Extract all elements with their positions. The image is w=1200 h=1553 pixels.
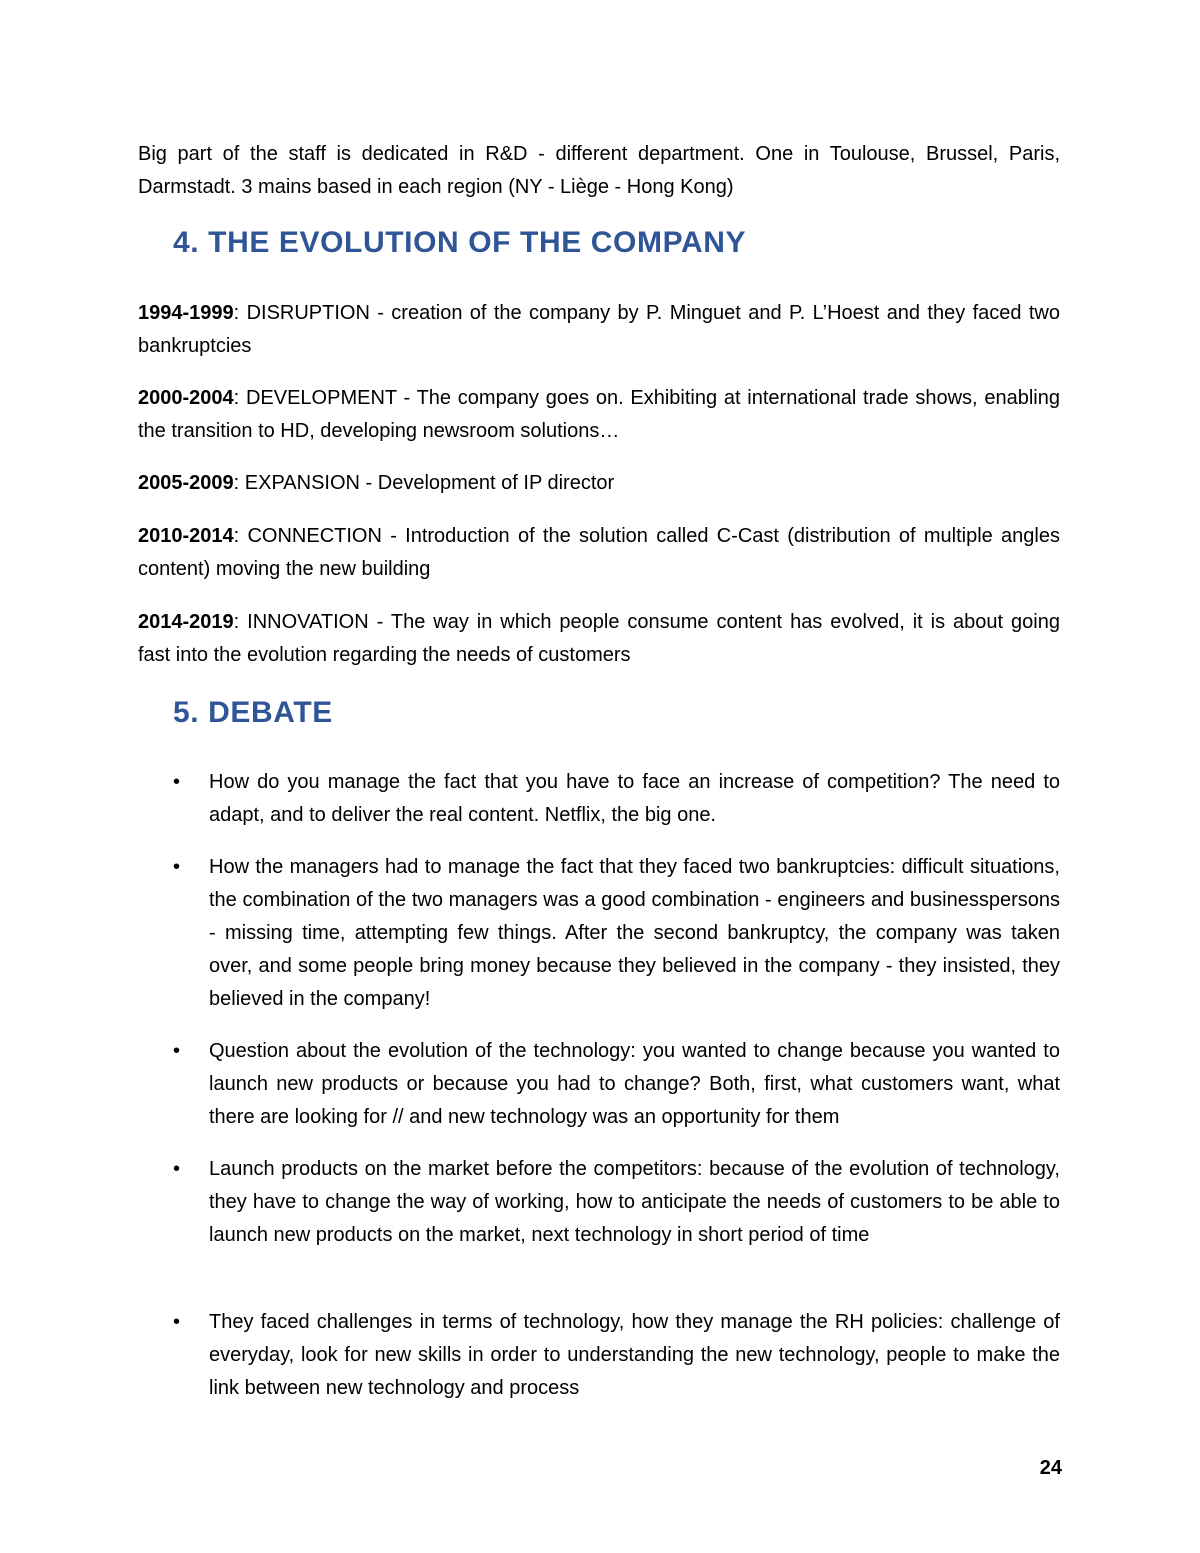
section-title: THE EVOLUTION OF THE COMPANY: [208, 226, 747, 259]
bullet-icon: •: [173, 1158, 181, 1180]
section-number: 4.: [173, 226, 200, 259]
period-years: 2014-2019: [138, 611, 234, 633]
list-item-text: Launch products on the market before the competitors: because of the evolution of technology, they have to change the way of working, how to anticipate the needs of customers to be able to launch new products on the market, next technology in short period of time: [209, 1158, 1060, 1246]
bullet-icon: •: [173, 856, 181, 878]
period-entry: [138, 467, 1060, 500]
period-years: 2010-2014: [138, 525, 234, 547]
period-text: : DEVELOPMENT - The company goes on. Exhibiting at international trade shows, enabling the transition to HD, developing newsroom solutions…: [138, 387, 1060, 442]
bullet-icon: •: [173, 771, 181, 793]
list-item-text: How do you manage the fact that you have to face an increase of competition? The need to adapt, and to deliver the real content. Netflix, the big one.: [209, 771, 1060, 826]
period-years: 2000-2004: [138, 387, 234, 409]
period-text: : INNOVATION - The way in which people consume content has evolved, it is about going fast into the evolution regarding the needs of customers: [138, 611, 1060, 666]
section-title: DEBATE: [208, 696, 333, 729]
period-text: : CONNECTION - Introduction of the solution called C-Cast (distribution of multiple angles content) moving the new building: [138, 525, 1060, 580]
bullet-icon: •: [173, 1040, 181, 1062]
period-years: 2005-2009: [138, 472, 234, 494]
period-text: : EXPANSION - Development of IP director: [233, 472, 615, 494]
period-entry: [138, 606, 1060, 672]
period-text: : DISRUPTION - creation of the company by P. Minguet and P. L’Hoest and they faced two bankruptcies: [138, 302, 1060, 357]
list-item-text: They faced challenges in terms of technology, how they manage the RH policies: challenge of everyday, look for new skills in order to understanding the new technology, people to make the link between new technology and process: [209, 1311, 1060, 1399]
period-years: 1994-1999: [138, 302, 234, 324]
bullet-icon: •: [173, 1311, 181, 1333]
period-entry: [138, 520, 1060, 586]
intro-paragraph: Big part of the staff is dedicated in R&D - different department. One in Toulouse, Brussel, Paris, Darmstadt. 3 mains based in each region (NY - Liège - Hong Kong): [138, 143, 1060, 198]
list-item-text: Question about the evolution of the technology: you wanted to change because you wanted to launch new products or because you had to change? Both, first, what customers want, what there are looking for // and new technology was an opportunity for them: [209, 1040, 1060, 1128]
list-item-text: How the managers had to manage the fact that they faced two bankruptcies: difficult situations, the combination of the two managers was a good combination - engineers and businesspersons - missing time, attempting few things. After the second bankruptcy, the company was taken over, and some people bring money because they believed in the company - they insisted, they believed in the company!: [209, 856, 1060, 1010]
period-entry: [138, 297, 1060, 363]
period-entry: [138, 382, 1060, 448]
section-heading-debate: [173, 696, 333, 730]
section-heading-evolution: [173, 226, 746, 260]
page-number: 24: [1039, 1457, 1062, 1479]
section-number: 5.: [173, 696, 200, 729]
